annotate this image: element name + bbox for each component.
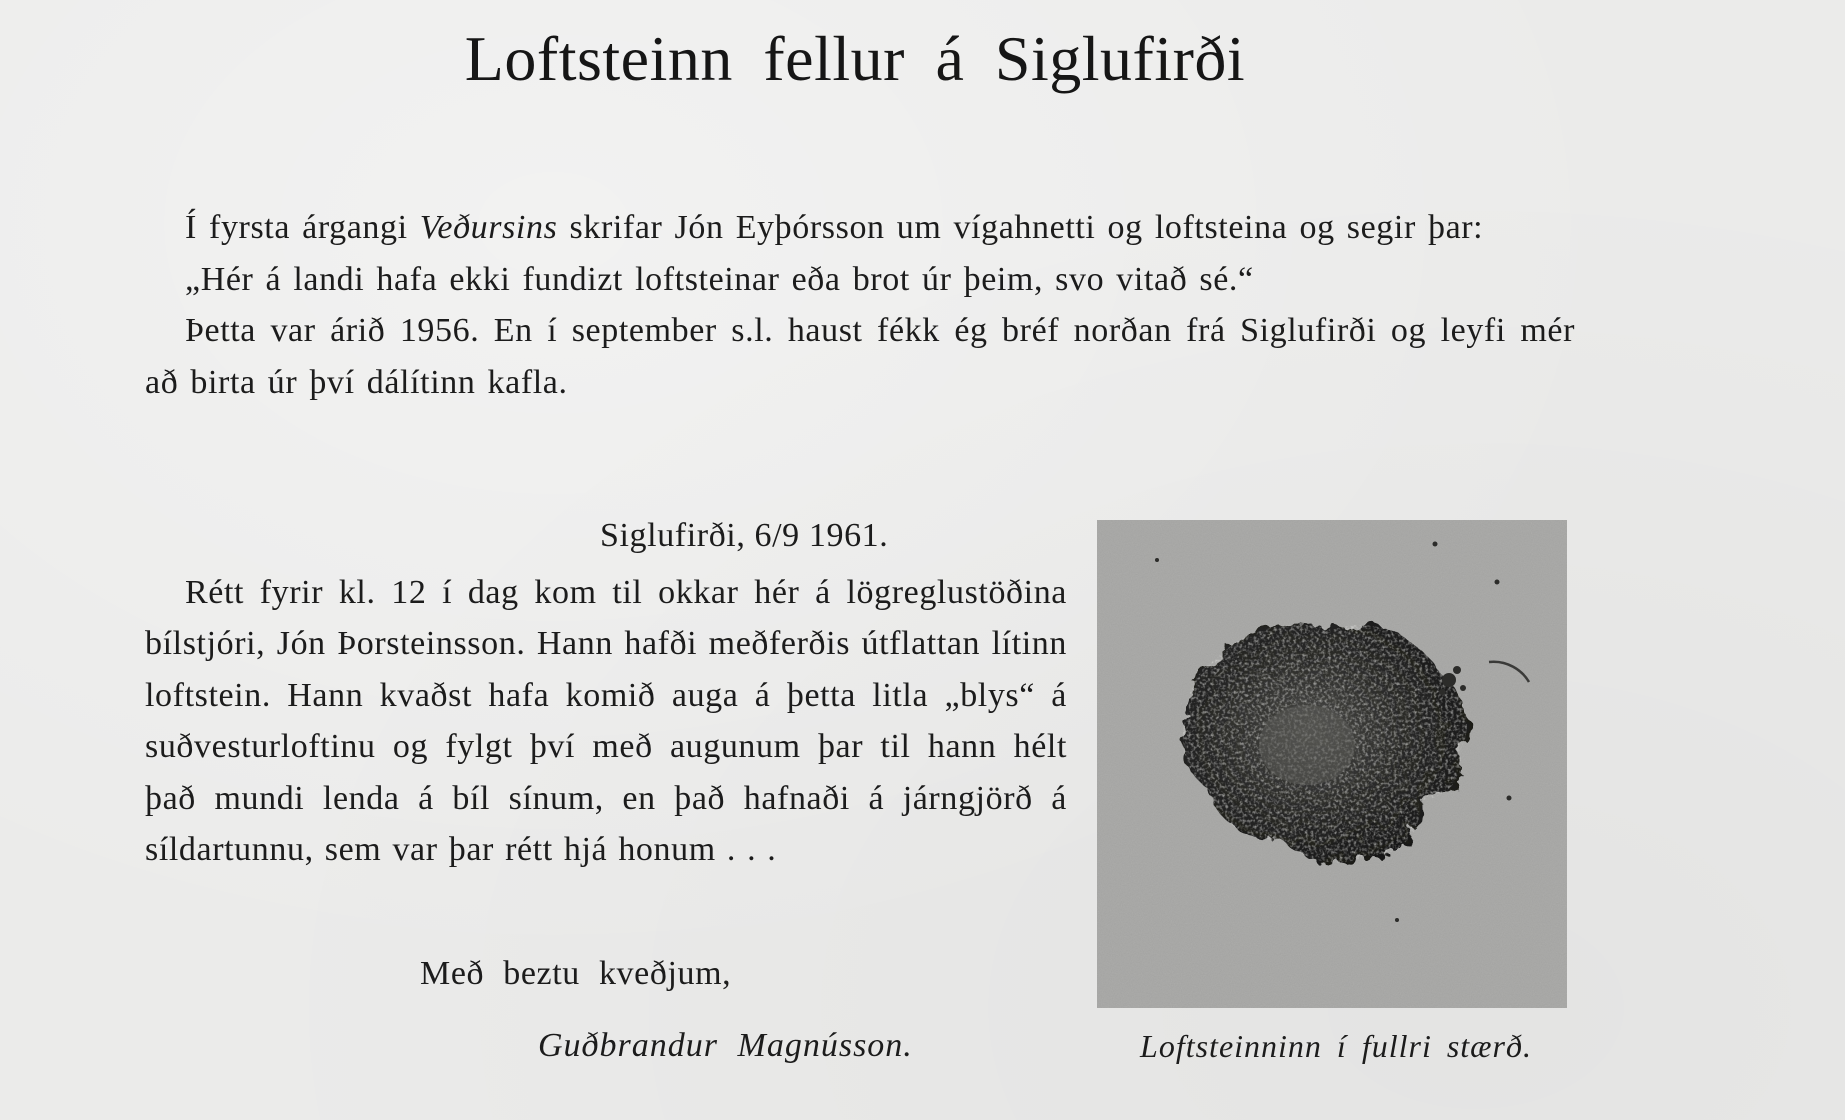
publication-name: Veðursins (419, 209, 558, 246)
meteorite-image (1097, 520, 1567, 1008)
article-title: Loftsteinn fellur á Siglufirði (464, 23, 1246, 94)
letter-dateline: Siglufirði, 6/9 1961. (600, 517, 889, 554)
letter-closing: Með beztu kveðjum, (420, 955, 732, 992)
photo-caption: Loftsteinninn í fullri stærð. (1140, 1028, 1532, 1064)
context-paragraph: Þetta var árið 1956. En í september s.l. haust fékk ég bréf norðan frá Siglufirði og leyfi mér að birta úr því dálítinn kafla. (145, 312, 1575, 401)
intro-text-end: skrifar Jón Eyþórsson um vígahnetti og loftsteina og segir þar: (557, 209, 1484, 246)
intro-text-start: Í fyrsta árgangi (185, 209, 420, 246)
intro-section (145, 202, 1575, 408)
letter-signature: Guðbrandur Magnússon. (538, 1027, 913, 1064)
letter-body: Rétt fyrir kl. 12 í dag kom til okkar hér á lögreglustöðina bílstjóri, Jón Þorsteinsson. Hann hafði meðferðis útflattan lítinn loftstein. Hann kvaðst hafa komið auga á þetta litla „blys“ á suðvesturloftinu og fylgt því með augunum þar til hann hélt það mundi lenda á bíl sínum, en það hafnaði á járngjörð á síldartunnu, sem var þar rétt hjá honum . . . (145, 573, 1067, 868)
intro-paragraph (145, 202, 1575, 254)
letter-excerpt (145, 510, 1067, 876)
quote-paragraph: „Hér á landi hafa ekki fundizt loftsteinar eða brot úr þeim, svo vitað sé.“ (185, 260, 1254, 298)
meteorite-photo (1097, 520, 1567, 1008)
